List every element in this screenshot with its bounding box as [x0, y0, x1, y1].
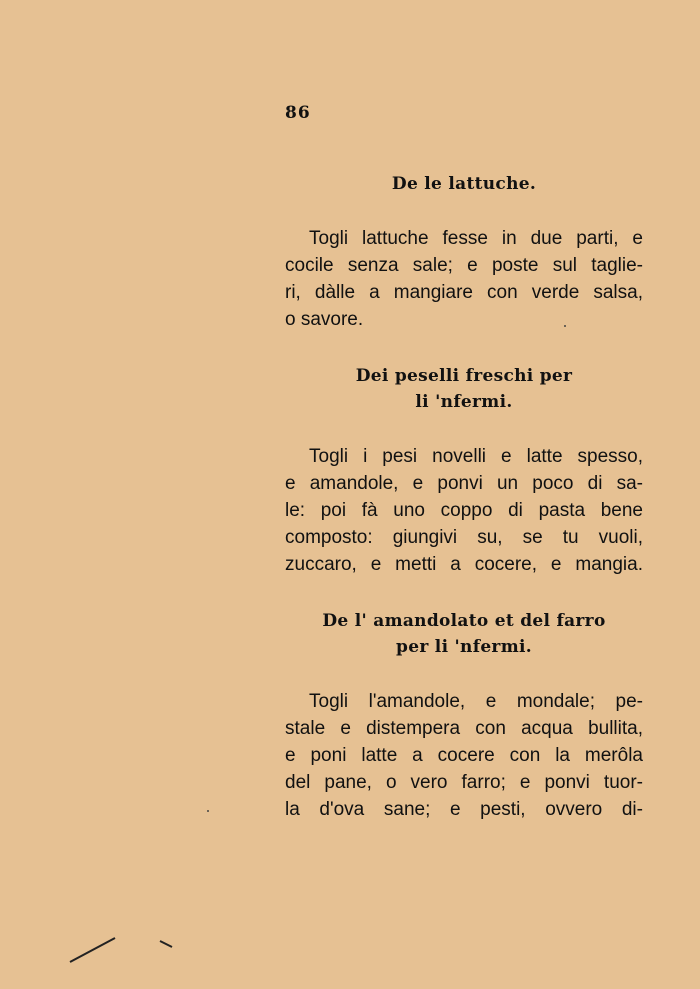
- heading-line: li 'nfermi.: [415, 392, 513, 412]
- scan-stroke-mark: [70, 938, 115, 962]
- heading-line: De l' amandolato et del farro: [322, 611, 606, 631]
- text-line: e amandole, e ponvi un poco di sa-: [285, 473, 643, 494]
- text-line: Togli i pesi novelli e latte spesso,: [309, 446, 643, 467]
- text-line: cocile senza sale; e poste sul taglie-: [285, 255, 643, 276]
- text-line: del pane, o vero farro; e ponvi tuor-: [285, 772, 643, 793]
- scan-dot-mark: [564, 325, 566, 327]
- text-line: le: poi fà uno coppo di pasta bene: [285, 500, 643, 521]
- text-line: o savore.: [285, 309, 364, 330]
- scan-stroke-mark: [160, 941, 172, 947]
- page-number: 86: [285, 103, 311, 123]
- heading-line: De le lattuche.: [391, 174, 537, 194]
- heading-line: per li 'nfermi.: [396, 637, 532, 657]
- text-line: la d'ova sane; e pesti, ovvero di-: [285, 799, 643, 820]
- scan-dot-mark: [207, 810, 209, 812]
- text-line: Togli l'amandole, e mondale; pe-: [309, 691, 643, 712]
- text-line: ri, dàlle a mangiare con verde salsa,: [285, 282, 643, 303]
- text-line: Togli lattuche fesse in due parti, e: [309, 228, 643, 249]
- text-line: stale e distempera con acqua bullita,: [285, 718, 643, 739]
- text-line: e poni latte a cocere con la merôla: [285, 745, 643, 766]
- text-line: composto: giungivi su, se tu vuoli,: [285, 527, 643, 548]
- text-line: zuccaro, e metti a cocere, e mangia.: [285, 554, 643, 575]
- heading-line: Dei peselli freschi per: [355, 366, 573, 386]
